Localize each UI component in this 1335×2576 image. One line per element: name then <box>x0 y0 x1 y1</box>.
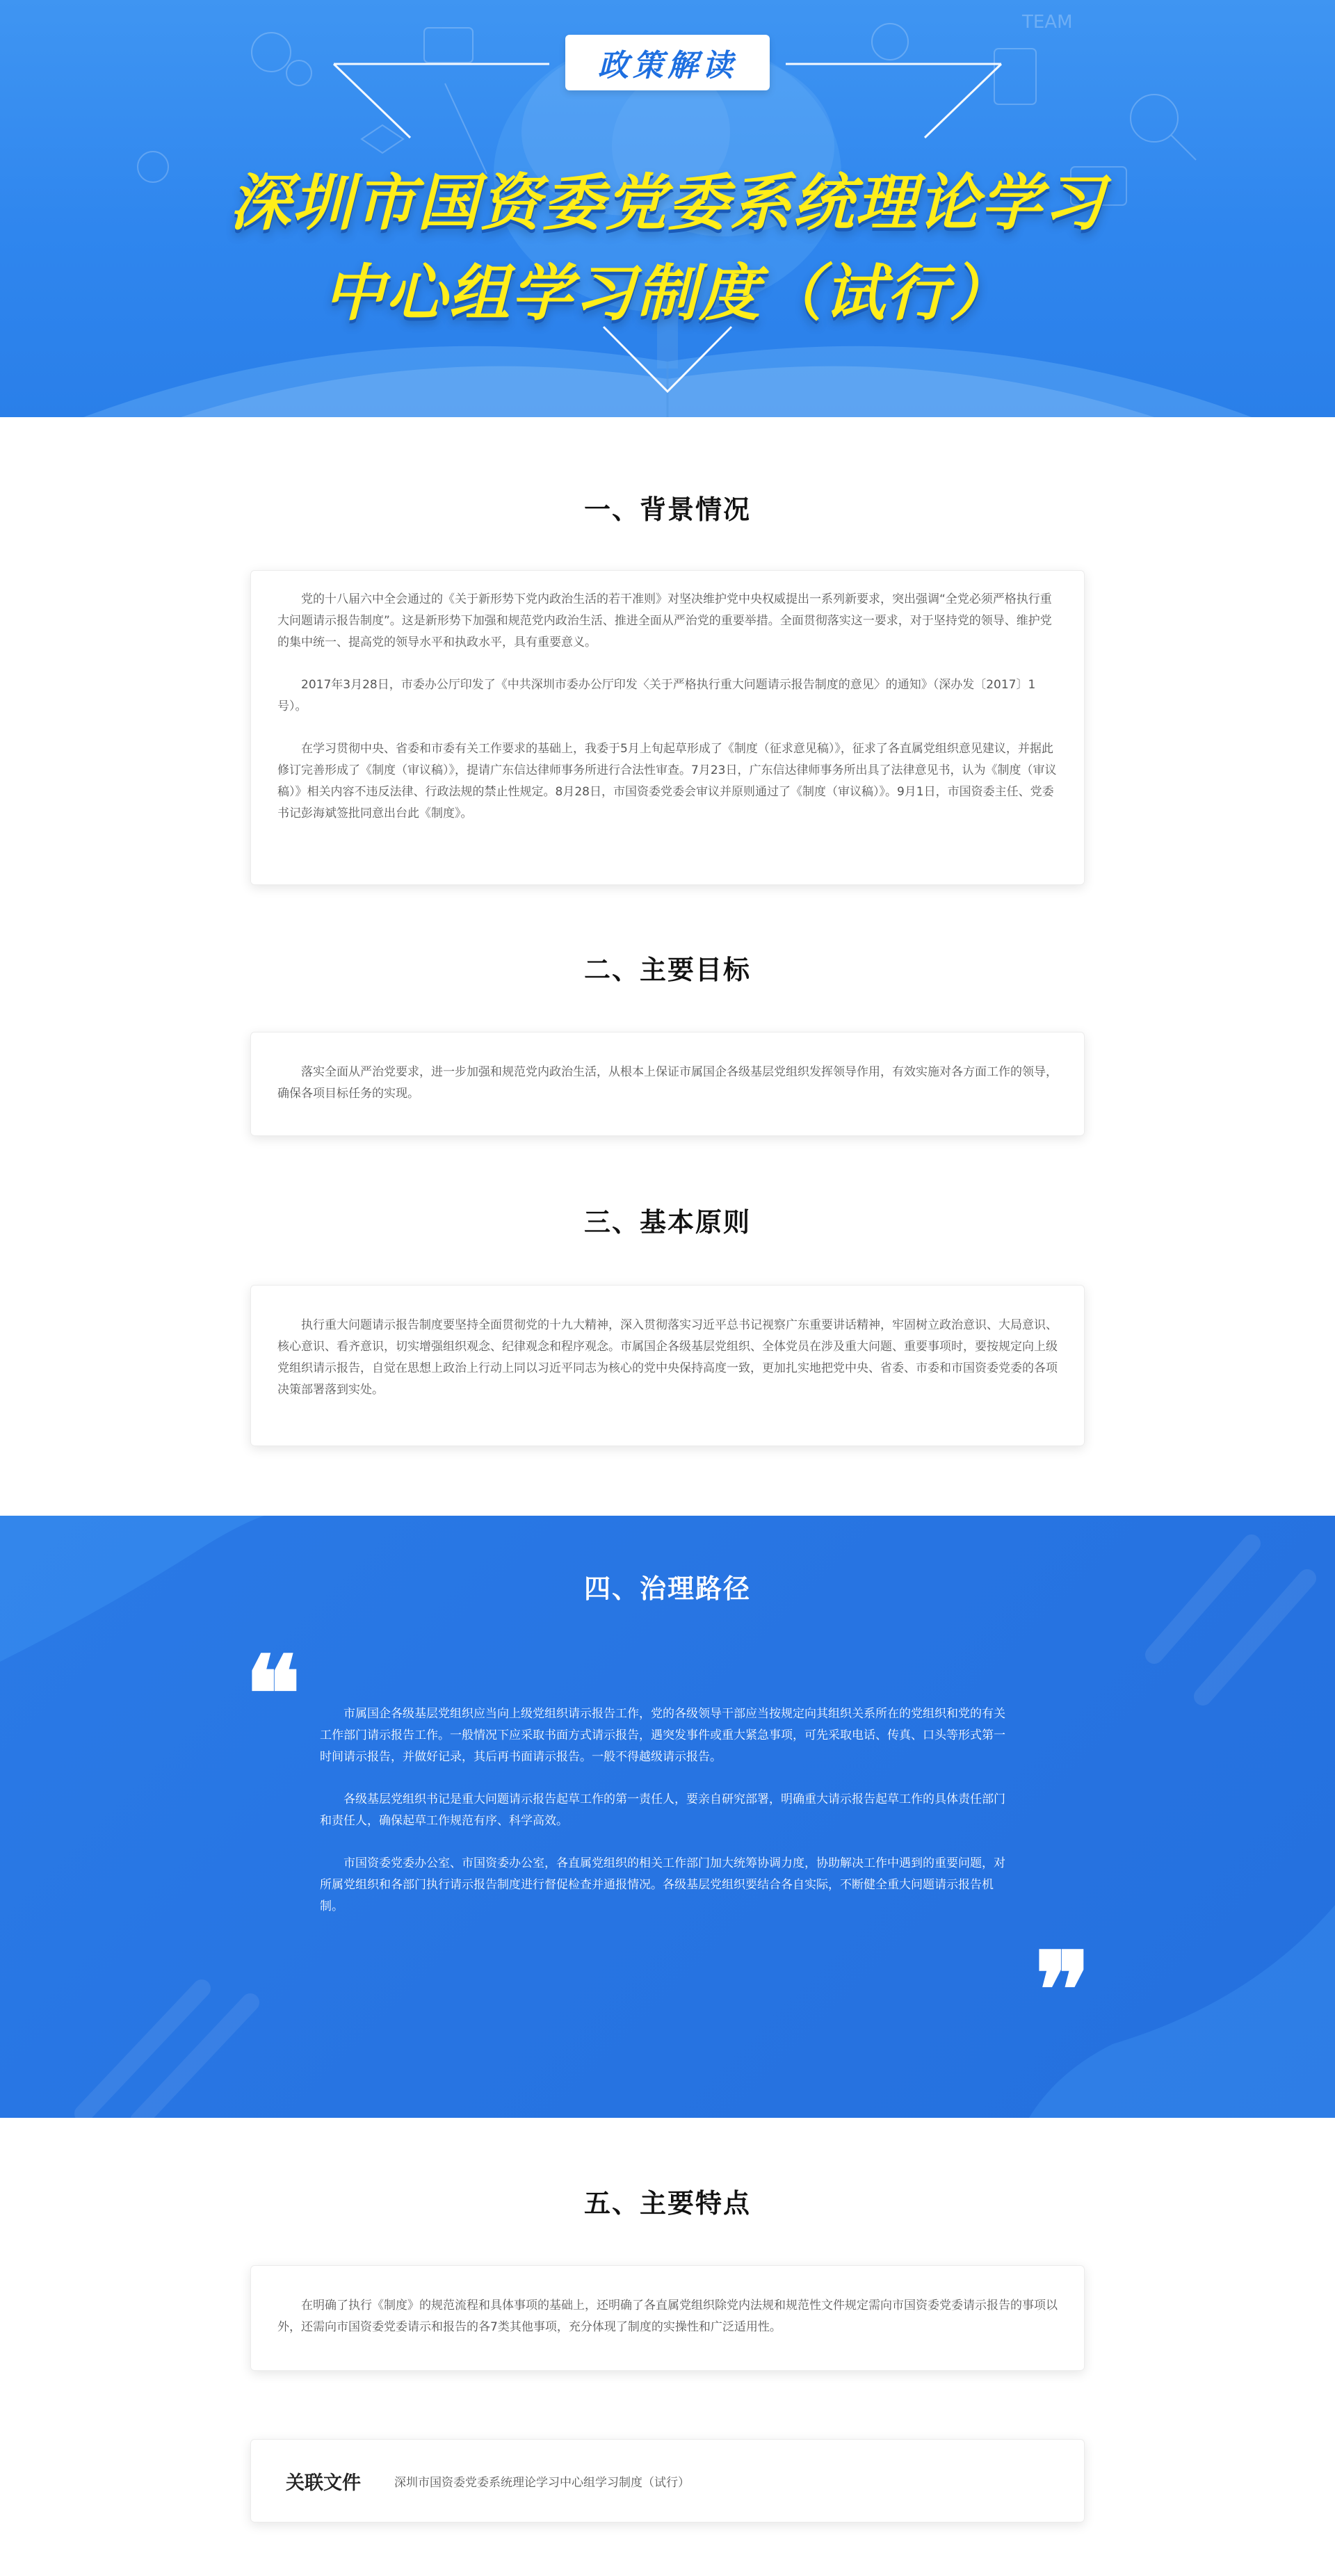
policy-tag-text: 政策解读 <box>598 48 737 83</box>
related-file-card <box>250 2439 1085 2522</box>
open-quote-icon: ❝ <box>245 1633 301 1756</box>
policy-tag-badge <box>565 35 770 90</box>
background-paragraph: 在学习贯彻中央、省委和市委有关工作要求的基础上，我委于5月上旬起草形成了《制度（征求意见稿）》，征求了各直属党组织意见建议，并据此修订完善形成了《制度（审议稿）》，提请广东信达律师事务所进行合法性审查。7月23日，广东信达律师事务所出具了法律意见书，认为《制度（审议稿）》相关内容不违反法律、行政法规的禁止性规定。8月28日，市国资委党委会审议并原则通过了《制度（审议稿）》。9月1日，市国资委主任、党委书记彭海斌签批同意出台此《制度》。 <box>277 742 1057 820</box>
features-paragraph: 在明确了执行《制度》的规范流程和具体事项的基础上，还明确了各直属党组织除党内法规和规范性文件规定需向市国资委党委请示报告的事项以外，还需向市国资委党委请示和报告的各7类其他事项，充分体现了制度的实操性和广泛适用性。 <box>277 2299 1058 2334</box>
principles-card <box>250 1285 1085 1446</box>
section-title-governance: 四、治理路径 <box>583 1573 751 1604</box>
related-file-label: 关联文件 <box>286 2472 361 2494</box>
hero-title-line1: 深圳市国资委党委系统理论学习 <box>229 167 1106 238</box>
governance-paragraph: 各级基层党组织书记是重大问题请示报告起草工作的第一责任人，要亲自研究部署，明确重大请示报告起草工作的具体责任部门和责任人，确保起草工作规范有序、科学高效。 <box>320 1792 1005 1828</box>
governance-text <box>320 1703 1015 1918</box>
principles-paragraph: 执行重大问题请示报告制度要坚持全面贯彻党的十九大精神，深入贯彻落实习近平总书记视察广东重要讲话精神，牢固树立政治意识、大局意识、核心意识、看齐意识，切实增强组织观念、纪律观念和程序观念。市属国企各级基层党组织、全体党员在涉及重大问题、重要事项时，要按规定向上级党组织请示报告，自觉在思想上政治上行动上同以习近平同志为核心的党中央保持高度一致，更加扎实地把党中央、省委、市委和市国资委党委的各项决策部署落到实处。 <box>277 1318 1058 1397</box>
background-paragraph: 2017年3月28日，市委办公厅印发了《中共深圳市委办公厅印发〈关于严格执行重大问题请示报告制度的意见〉的通知》（深办发〔2017〕1号）。 <box>277 678 1036 713</box>
governance-paragraph: 市国资委党委办公室、市国资委办公室，各直属党组织的相关工作部门加大统筹协调力度，协助解决工作中遇到的重要问题，对所属党组织和各部门执行请示报告制度进行督促检查并通报情况。各级基层党组织要结合各自实际，不断健全重大问题请示报告机制。 <box>320 1856 1005 1913</box>
goals-paragraph: 落实全面从严治党要求，进一步加强和规范党内政治生活，从根本上保证市属国企各级基层党组织发挥领导作用，有效实施对各方面工作的领导，确保各项目标任务的实现。 <box>277 1065 1058 1101</box>
section-title-features: 五、主要特点 <box>583 2188 751 2219</box>
close-quote-icon: ❞ <box>1035 1929 1091 2052</box>
related-file-link[interactable]: 深圳市国资委党委系统理论学习中心组学习制度（试行） <box>394 2475 690 2490</box>
hero-banner <box>0 0 1335 417</box>
background-paragraph: 党的十八届六中全会通过的《关于新形势下党内政治生活的若干准则》对坚决维护党中央权威提出一系列新要求，突出强调“全党必须严格执行重大问题请示报告制度”。这是新形势下加强和规范党内政治生活、推进全面从严治党的重要举措。全面贯彻落实这一要求，对于坚持党的领导、维护党的集中统一、提高党的领导水平和执政水平，具有重要意义。 <box>277 592 1052 649</box>
section-title-goals: 二、主要目标 <box>583 955 751 985</box>
hero-title-line2: 中心组学习制度（试行） <box>323 257 1012 329</box>
goals-card <box>250 1032 1085 1136</box>
features-card <box>250 2265 1085 2371</box>
svg-text:TEAM: TEAM <box>1022 12 1073 33</box>
background-card <box>250 570 1085 885</box>
section-title-principles: 三、基本原则 <box>583 1207 751 1238</box>
governance-paragraph: 市属国企各级基层党组织应当向上级党组织请示报告工作，党的各级领导干部应当按规定向其组织关系所在的党组织和党的有关工作部门请示报告工作。一般情况下应采取书面方式请示报告，遇突发事件或重大紧急事项，可先采取电话、传真、口头等形式第一时间请示报告，并做好记录，其后再书面请示报告。一般不得越级请示报告。 <box>320 1707 1005 1764</box>
governance-band <box>0 1516 1335 2118</box>
section-title-background: 一、背景情况 <box>583 494 751 525</box>
